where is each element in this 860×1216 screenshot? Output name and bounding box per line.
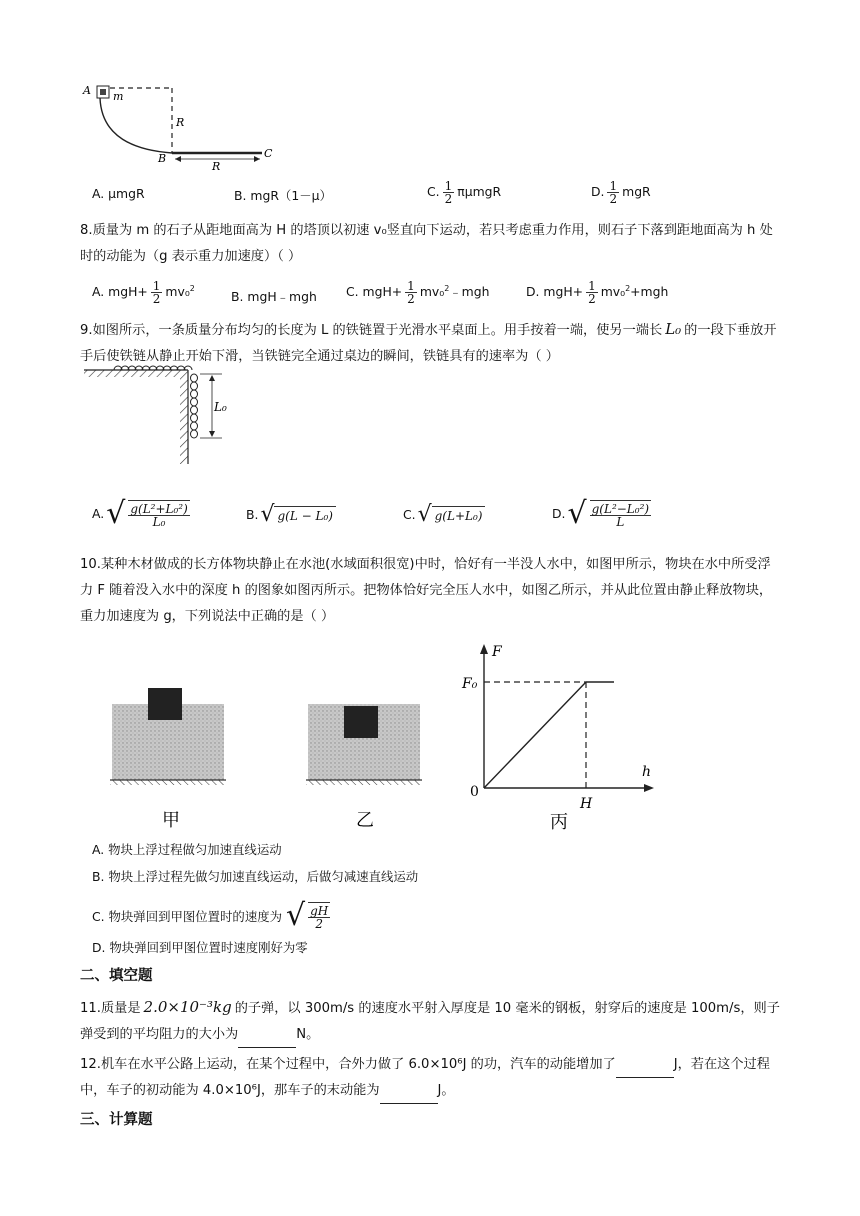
q9-stem-part1: 9.如图所示，一条质量分布均匀的长度为 L 的铁链置于光滑水平桌面上。用手按着一端，使另一端长: [80, 323, 663, 338]
q7-option-b: B. mgR（1－μ）: [234, 188, 332, 203]
q8-option-d-denominator: 2: [588, 292, 596, 306]
q10-option-c-numerator: gH: [310, 903, 329, 918]
q9-option-c-prefix: C.: [403, 507, 416, 522]
sqrt-icon: √: [106, 496, 126, 531]
q7-option-d-numerator: 1: [609, 179, 618, 193]
q11-unit: N。: [296, 1027, 320, 1042]
q12-middle: J，若在这个过程中，车子的初动能为 4.0×10⁶J，那车子的末动能为: [80, 1057, 770, 1098]
q8-option-a: [92, 280, 195, 305]
q9-option-a-numerator: g(L²+L₀²): [130, 501, 188, 516]
q8-option-b: B. mgH﹣mgh: [231, 289, 317, 304]
q8-option-c-exponent: 2: [444, 283, 450, 293]
graph-label-H: H: [580, 796, 593, 812]
q8-option-d-numerator: 1: [588, 279, 596, 293]
q8-option-c: [346, 280, 489, 305]
q9-option-a: [92, 496, 193, 531]
q9-option-a-prefix: A.: [92, 506, 105, 521]
label-R-vertical: R: [176, 116, 185, 129]
q7-option-d-suffix: mgR: [622, 184, 651, 199]
q11-answer-blank[interactable]: [238, 1033, 296, 1048]
q7-option-c-numerator: 1: [444, 179, 453, 193]
q8-option-d-tail: +mgh: [630, 284, 669, 299]
q12-answer-blank-2[interactable]: [380, 1089, 438, 1104]
q10-option-c-denominator: 2: [315, 916, 324, 931]
q8-stem: 8.质量为 m 的石子从距地面高为 H 的塔顶以初速 v₀竖直向下运动，若只考虑重力作用，则石子下落到距地面高为 h 处时的动能为（g 表示重力加速度）（ ）: [80, 223, 773, 264]
q10-option-c-prefix: C. 物块弹回到甲图位置时的速度为: [92, 908, 282, 924]
label-A: A: [83, 84, 91, 97]
label-B: B: [158, 152, 167, 165]
q8-option-c-numerator: 1: [407, 279, 415, 293]
q8-option-d-prefix: D. mgH+: [526, 284, 584, 299]
q10-stem: 10.某种木材做成的长方体物块静止在水池(水域面积很宽)中时，恰好有一半没人水中，如图甲所示，物块在水中所受浮力 F 随着没入水中的深度 h 的图象如图丙所示。把物体恰好完全压人水中，如图乙所示，并从此位置由静止释放物块，重力加速度为 g，下列说法中正确的是（ ）: [80, 557, 773, 624]
q10-option-b: B. 物块上浮过程先做匀加速直线运动，后做匀减速直线运动: [92, 869, 419, 884]
q8-option-a-prefix: A. mgH+: [92, 284, 148, 299]
graph-label-F0: F₀: [462, 676, 478, 692]
q8-option-c-term: mv₀: [419, 284, 445, 299]
q11-prefix: 11.质量是: [80, 1001, 141, 1016]
sqrt-icon: √: [286, 898, 306, 933]
q9-option-a-denominator: L₀: [152, 514, 166, 529]
q8-option-c-prefix: C. mgH+: [346, 284, 403, 299]
q12-answer-blank-1[interactable]: [616, 1063, 674, 1078]
q8-option-d-term: mv₀: [600, 284, 626, 299]
q10-figure-bing-graph: [456, 636, 676, 836]
q7-option-c: [427, 180, 501, 205]
q10-figure-jia: [110, 686, 230, 834]
q9-chain-figure: [84, 356, 234, 468]
graph-label-F: F: [492, 644, 502, 660]
q7-option-a: A. μmgR: [92, 186, 145, 201]
q12-prefix: 12.机车在水平公路上运动，在某个过程中，合外力做了 6.0×10⁶J 的功，汽车的动能增加了: [80, 1057, 616, 1072]
q9-option-d: [552, 496, 654, 531]
section-3-heading: 三、计算题: [80, 1112, 153, 1128]
q9-option-b: [246, 502, 336, 527]
q7-option-d-prefix: D.: [591, 184, 605, 199]
q8-option-a-exponent: 2: [189, 283, 195, 293]
q7-figure: [80, 78, 280, 170]
graph-label-h: h: [642, 764, 652, 780]
q9-option-b-prefix: B.: [246, 507, 259, 522]
label-jia: 甲: [162, 810, 180, 831]
q11-mass: 2.0×10⁻³kg: [143, 998, 232, 1016]
q7-option-d-denominator: 2: [609, 192, 618, 206]
label-yi: 乙: [356, 810, 374, 831]
q10-option-c: [92, 898, 333, 933]
label-m: m: [113, 90, 124, 103]
q8-option-c-tail: ﹣mgh: [449, 284, 490, 299]
q11-stem: [80, 994, 780, 1048]
q12-unit: J。: [437, 1083, 455, 1098]
q11-middle: 的子弹，以 300m/s 的速度水平射入厚度是 10 毫米的钢板，射穿后的速度是 100m/s，则子弹受到的平均阻力的大小为: [80, 1001, 780, 1042]
q9-option-d-numerator: g(L²−L₀²): [591, 501, 650, 516]
label-R-horizontal: R: [212, 160, 221, 170]
q12-stem: [80, 1052, 780, 1104]
q7-option-d: [591, 180, 651, 205]
q7-option-c-suffix: πμmgR: [457, 184, 502, 199]
q9-option-c: [403, 502, 485, 527]
q9-stem-L0: L₀: [665, 320, 682, 338]
sqrt-icon: √: [260, 502, 275, 527]
sqrt-icon: √: [567, 496, 587, 531]
q8-option-a-denominator: 2: [152, 292, 161, 306]
q9-stem-part2: 的一段下垂放开手后使铁链从静止开始下滑，当铁链完全通过桌边的瞬间，铁链具有的速率为（ ）: [80, 323, 777, 364]
q7-option-c-denominator: 2: [444, 192, 453, 206]
sqrt-icon: √: [417, 502, 432, 527]
q8-option-d: [526, 280, 668, 305]
q10-figure-yi: [306, 686, 426, 834]
graph-label-origin: 0: [470, 784, 479, 800]
q9-option-d-prefix: D.: [552, 506, 566, 521]
q9-option-d-denominator: L: [616, 514, 625, 529]
q8-option-d-exponent: 2: [625, 283, 631, 293]
q9-option-b-expression: g(L − L₀): [274, 506, 335, 523]
q9-option-c-expression: g(L+L₀): [432, 506, 486, 523]
q10-option-d: D. 物块弹回到甲图位置时速度刚好为零: [92, 940, 308, 955]
q8-option-c-denominator: 2: [407, 292, 415, 306]
q8-option-a-term: mv₀: [165, 284, 190, 299]
section-2-heading: 二、填空题: [80, 968, 153, 984]
q8-option-a-numerator: 1: [152, 279, 161, 293]
q9-figure-label: L₀: [214, 400, 227, 414]
label-bing: 丙: [550, 812, 568, 833]
label-C: C: [264, 147, 273, 160]
q7-option-c-prefix: C.: [427, 184, 440, 199]
q10-option-a: A. 物块上浮过程做匀加速直线运动: [92, 842, 282, 857]
